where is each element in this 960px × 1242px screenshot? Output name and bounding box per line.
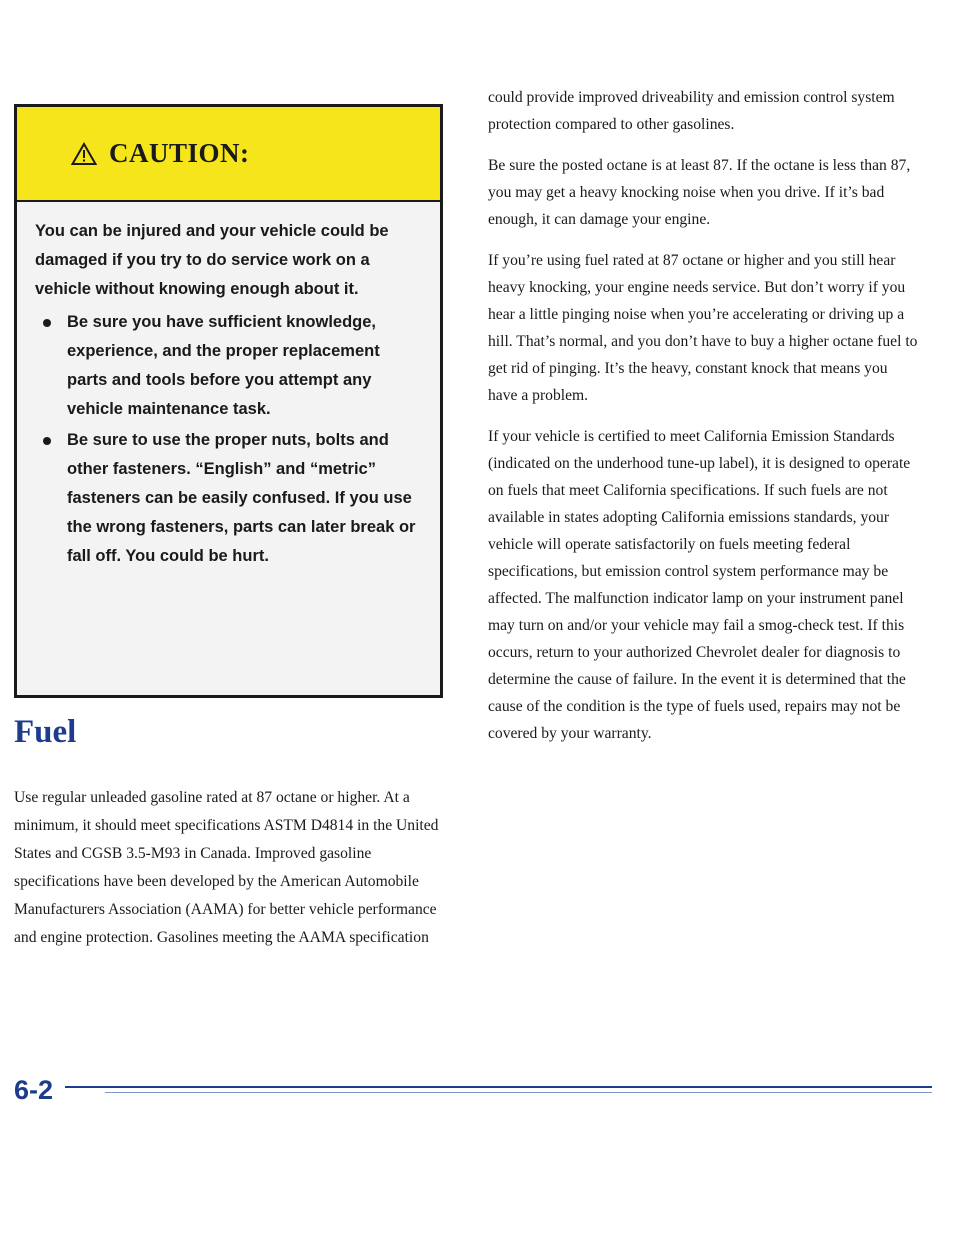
caution-list	[35, 308, 422, 571]
fuel-paragraph: Use regular unleaded gasoline rated at 87 octane or higher. At a minimum, it should meet specifications ASTM D4814 in the United States and CGSB 3.5-M93 in Canada. Improved gasoline specifications have been developed by the American Automobile Manufacturers Association (AAMA) for better vehicle performance and engine protection. Gasolines meeting the AAMA specification	[14, 789, 439, 946]
caution-box	[14, 104, 443, 698]
fuel-heading: Fuel	[14, 714, 77, 750]
caution-body	[17, 202, 440, 571]
footer-rule-line	[105, 1092, 932, 1093]
caution-header	[17, 107, 440, 202]
footer-rule-line	[65, 1086, 932, 1088]
caution-item-text: Be sure to use the proper nuts, bolts and other fasteners. “English” and “metric” fasteners can be easily confused. If you use the wrong fasteners, parts can later break or fall off. You could be hurt.	[67, 431, 416, 565]
paragraph: Be sure the posted octane is at least 87. If the octane is less than 87, you may get a heavy knocking noise when you drive. If it’s bad enough, it can damage your engine.	[488, 157, 911, 228]
bullet-icon	[43, 437, 51, 445]
caution-item-text: Be sure you have sufficient knowledge, experience, and the proper replacement parts and tools before you attempt any vehicle maintenance task.	[67, 313, 380, 418]
paragraph: If your vehicle is certified to meet California Emission Standards (indicated on the underhood tune-up label), it is designed to operate on fuels that meet California specifications. If such fuels are not available in states adopting California emissions standards, your vehicle will operate satisfactorily on fuels meeting federal specifications, but emission control system performance may be affected. The malfunction indicator lamp on your instrument panel may turn on and/or your vehicle may fail a smog-check test. If this occurs, return to your authorized Chevrolet dealer for diagnosis to determine the cause of failure. In the event it is determined that the cause of the condition is the type of fuels used, repairs may not be covered by your warranty.	[488, 428, 911, 742]
caution-list-item	[35, 426, 422, 571]
caution-intro: You can be injured and your vehicle could be damaged if you try to do service work on a vehicle without knowing enough about it.	[35, 222, 389, 298]
caution-title: CAUTION:	[109, 138, 250, 168]
caution-list-item	[35, 308, 422, 424]
paragraph: could provide improved driveability and emission control system protection compared to other gasolines.	[488, 89, 895, 133]
footer-rule	[65, 1084, 932, 1096]
bullet-icon	[43, 319, 51, 327]
page-number: 6-2	[14, 1074, 54, 1105]
paragraph: If you’re using fuel rated at 87 octane or higher and you still hear heavy knocking, your engine needs service. But don’t worry if you hear a little pinging noise when you’re accelerating or driving up a hill. That’s normal, and you don’t have to buy a higher octane fuel to get rid of pinging. It’s the heavy, constant knock that means you have a problem.	[488, 252, 918, 404]
warning-triangle-icon	[71, 142, 97, 166]
right-column	[488, 84, 918, 761]
page-footer	[14, 1070, 932, 1110]
